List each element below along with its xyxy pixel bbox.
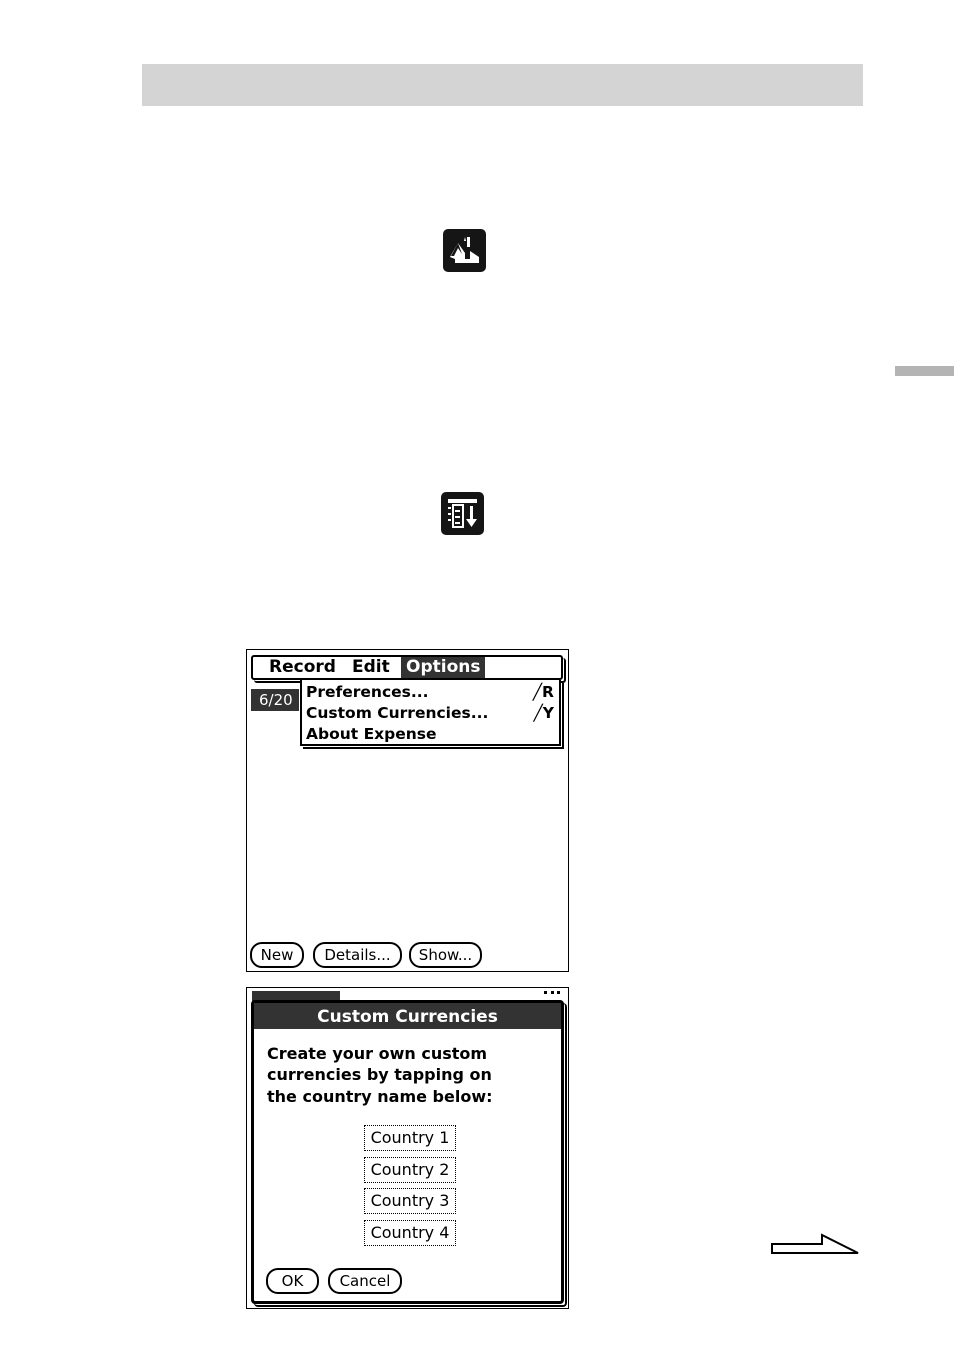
menu-item-label: Custom Currencies... — [306, 704, 489, 722]
custom-currencies-dialog — [251, 1000, 564, 1304]
menubar — [251, 655, 563, 680]
new-button[interactable]: New — [250, 942, 304, 968]
cancel-button[interactable]: Cancel — [328, 1268, 402, 1294]
instruction-line-3: the country name below: — [267, 1087, 493, 1106]
house-pen-icon — [443, 229, 486, 272]
menu-item-custom-currencies[interactable] — [306, 703, 556, 724]
shortcut-label: ╱R — [532, 683, 554, 701]
country-3-button[interactable]: Country 3 — [364, 1188, 456, 1214]
menu-item-preferences[interactable] — [306, 682, 556, 703]
menu-item-label: About Expense — [306, 725, 437, 743]
dialog-title: Custom Currencies — [254, 1003, 561, 1029]
show-button[interactable]: Show... — [409, 942, 482, 968]
ok-button[interactable]: OK — [266, 1268, 319, 1294]
details-button[interactable]: Details... — [313, 942, 402, 968]
side-tab-marker — [895, 366, 954, 376]
country-1-button[interactable]: Country 1 — [364, 1125, 456, 1151]
menu-options[interactable]: Options — [401, 657, 485, 678]
continue-arrow-icon — [770, 1232, 862, 1258]
menu-edit[interactable]: Edit — [352, 657, 390, 677]
country-2-button[interactable]: Country 2 — [364, 1157, 456, 1183]
list-sort-icon — [441, 492, 484, 535]
shortcut-label: ╱Y — [533, 704, 554, 722]
menu-record[interactable]: Record — [269, 657, 336, 677]
custom-currencies-screen — [246, 987, 569, 1309]
expense-list-screen — [246, 649, 569, 972]
menu-item-label: Preferences... — [306, 683, 429, 701]
options-menu — [300, 680, 561, 746]
header-bar — [142, 64, 863, 106]
instruction-line-2: currencies by tapping on — [267, 1065, 492, 1084]
country-4-button[interactable]: Country 4 — [364, 1220, 456, 1246]
menu-item-about-expense[interactable] — [306, 724, 556, 745]
date-chip[interactable]: 6/20 — [251, 689, 299, 711]
instruction-line-1: Create your own custom — [267, 1044, 488, 1063]
